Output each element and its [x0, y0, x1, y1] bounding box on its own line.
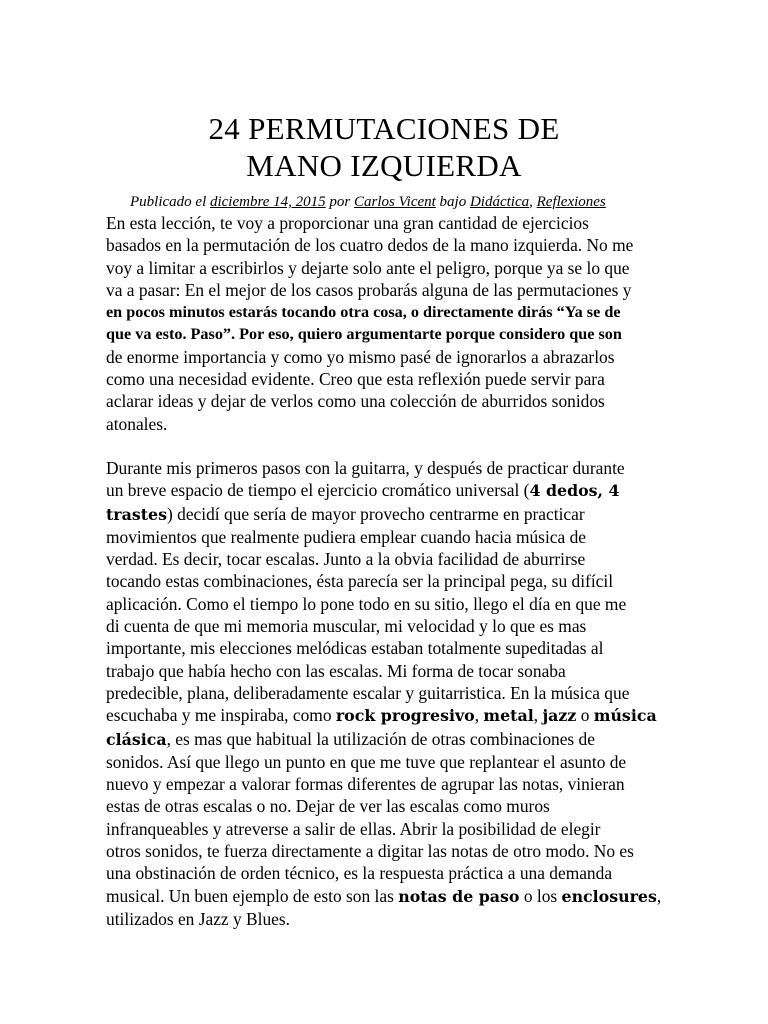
- byline-separator: ,: [529, 194, 537, 210]
- text-fragment: ,: [533, 705, 543, 726]
- text-fragment: o los: [519, 885, 562, 906]
- text-fragment: un breve espacio de tiempo el ejercicio cromático universal (: [106, 480, 530, 501]
- bold-term: jazz: [542, 706, 577, 726]
- text-fragment: musical. Un buen ejemplo de esto son las: [106, 885, 399, 906]
- title-line-1: 24 PERMUTACIONES DE: [208, 111, 560, 146]
- text-line: estas de otras escalas o no. Dejar de ver las escalas como muros: [106, 796, 550, 817]
- text-line: [106, 503, 666, 526]
- text-line: otros sonidos, te fuerza directamente a digitar las notas de otro modo. No es: [106, 841, 634, 862]
- category-link-reflexiones[interactable]: Reflexiones: [536, 194, 606, 210]
- paragraph-2: [106, 457, 666, 930]
- text-line: que va esto. Paso”. Por eso, quiero argumentarte porque considero que son: [106, 325, 622, 344]
- bold-term: música: [593, 706, 657, 726]
- text-line: [106, 885, 666, 908]
- byline-prefix: Publicado el: [130, 194, 210, 210]
- author-link[interactable]: Carlos Vicent: [354, 194, 436, 210]
- text-line: aplicación. Como el tiempo lo pone todo en su sitio, llego el día en que me: [106, 593, 627, 614]
- text-line: atonales.: [106, 413, 168, 434]
- title-line-2: MANO IZQUIERDA: [246, 148, 522, 183]
- byline-under: bajo: [435, 194, 470, 210]
- text-line: [106, 704, 666, 727]
- page-title: [0, 110, 768, 184]
- category-link-didactica[interactable]: Didáctica: [469, 194, 530, 210]
- text-line: [106, 728, 666, 751]
- text-line: una obstinación de orden técnico, es la respuesta práctica a una demanda: [106, 863, 613, 884]
- text-line: predecible, plana, deliberadamente escalar y guitarristica. En la música que: [106, 682, 630, 703]
- byline-by: por: [325, 194, 354, 210]
- text-line: [106, 479, 666, 502]
- bold-term: enclosures: [561, 886, 657, 906]
- text-line: nuevo y empezar a valorar formas diferentes de agrupar las notas, vinieran: [106, 774, 625, 795]
- text-fragment: ,: [656, 885, 662, 906]
- text-line: va a pasar: En el mejor de los casos probarás alguna de las permutaciones y: [106, 279, 632, 300]
- text-line: trabajo que había hecho con las escalas. Mi forma de tocar sonaba: [106, 660, 566, 681]
- text-line: verdad. Es decir, tocar escalas. Junto a la obvia facilidad de aburrirse: [106, 549, 586, 570]
- text-line: voy a limitar a escribirlos y dejarte solo ante el peligro, porque ya se lo que: [106, 257, 630, 278]
- article-body: [106, 212, 666, 930]
- text-line: basados en la permutación de los cuatro dedos de la mano izquierda. No me: [106, 235, 634, 256]
- text-fragment: , es mas que habitual la utilización de otras combinaciones de: [166, 728, 595, 749]
- text-line: Durante mis primeros pasos con la guitarra, y después de practicar durante: [106, 457, 625, 478]
- bold-term: rock progresivo: [335, 706, 475, 726]
- bold-term: 4 dedos, 4: [529, 481, 620, 501]
- text-line: di cuenta de que mi memoria muscular, mi velocidad y lo que es mas: [106, 616, 587, 637]
- date-link[interactable]: diciembre 14, 2015: [209, 194, 326, 210]
- text-line: infranqueables y atreverse a salir de ellas. Abrir la posibilidad de elegir: [106, 818, 601, 839]
- text-fragment: escuchaba y me inspiraba, como: [106, 705, 336, 726]
- text-line: como una necesidad evidente. Creo que esta reflexión puede servir para: [106, 369, 605, 390]
- bold-term: trastes: [106, 504, 167, 524]
- text-fragment: ) decidí que sería de mayor provecho centrarme en practicar: [167, 503, 585, 524]
- text-line: de enorme importancia y como yo mismo pasé de ignorarlos a abrazarlos: [106, 346, 615, 367]
- text-line: importante, mis elecciones melódicas estaban totalmente supeditadas al: [106, 638, 604, 659]
- text-line: movimientos que realmente pudiera emplear cuando hacia música de: [106, 526, 586, 547]
- paragraph-1: [106, 212, 666, 435]
- bold-term: metal: [483, 706, 534, 726]
- text-line: aclarar ideas y dejar de verlos como una colección de aburridos sonidos: [106, 391, 605, 412]
- text-fragment: o: [576, 705, 594, 726]
- text-line: en pocos minutos estarás tocando otra cosa, o directamente dirás “Ya se de: [106, 303, 621, 322]
- bold-term: notas de paso: [398, 886, 520, 906]
- byline: [130, 193, 606, 212]
- text-fragment: ,: [474, 705, 484, 726]
- text-line: En esta lección, te voy a proporcionar una gran cantidad de ejercicios: [106, 213, 589, 233]
- bold-term: clásica: [106, 729, 167, 749]
- text-line: utilizados en Jazz y Blues.: [106, 908, 291, 929]
- text-line: sonidos. Así que llego un punto en que me tuve que replantear el asunto de: [106, 751, 627, 772]
- text-line: tocando estas combinaciones, ésta parecía ser la principal pega, su difícil: [106, 571, 614, 592]
